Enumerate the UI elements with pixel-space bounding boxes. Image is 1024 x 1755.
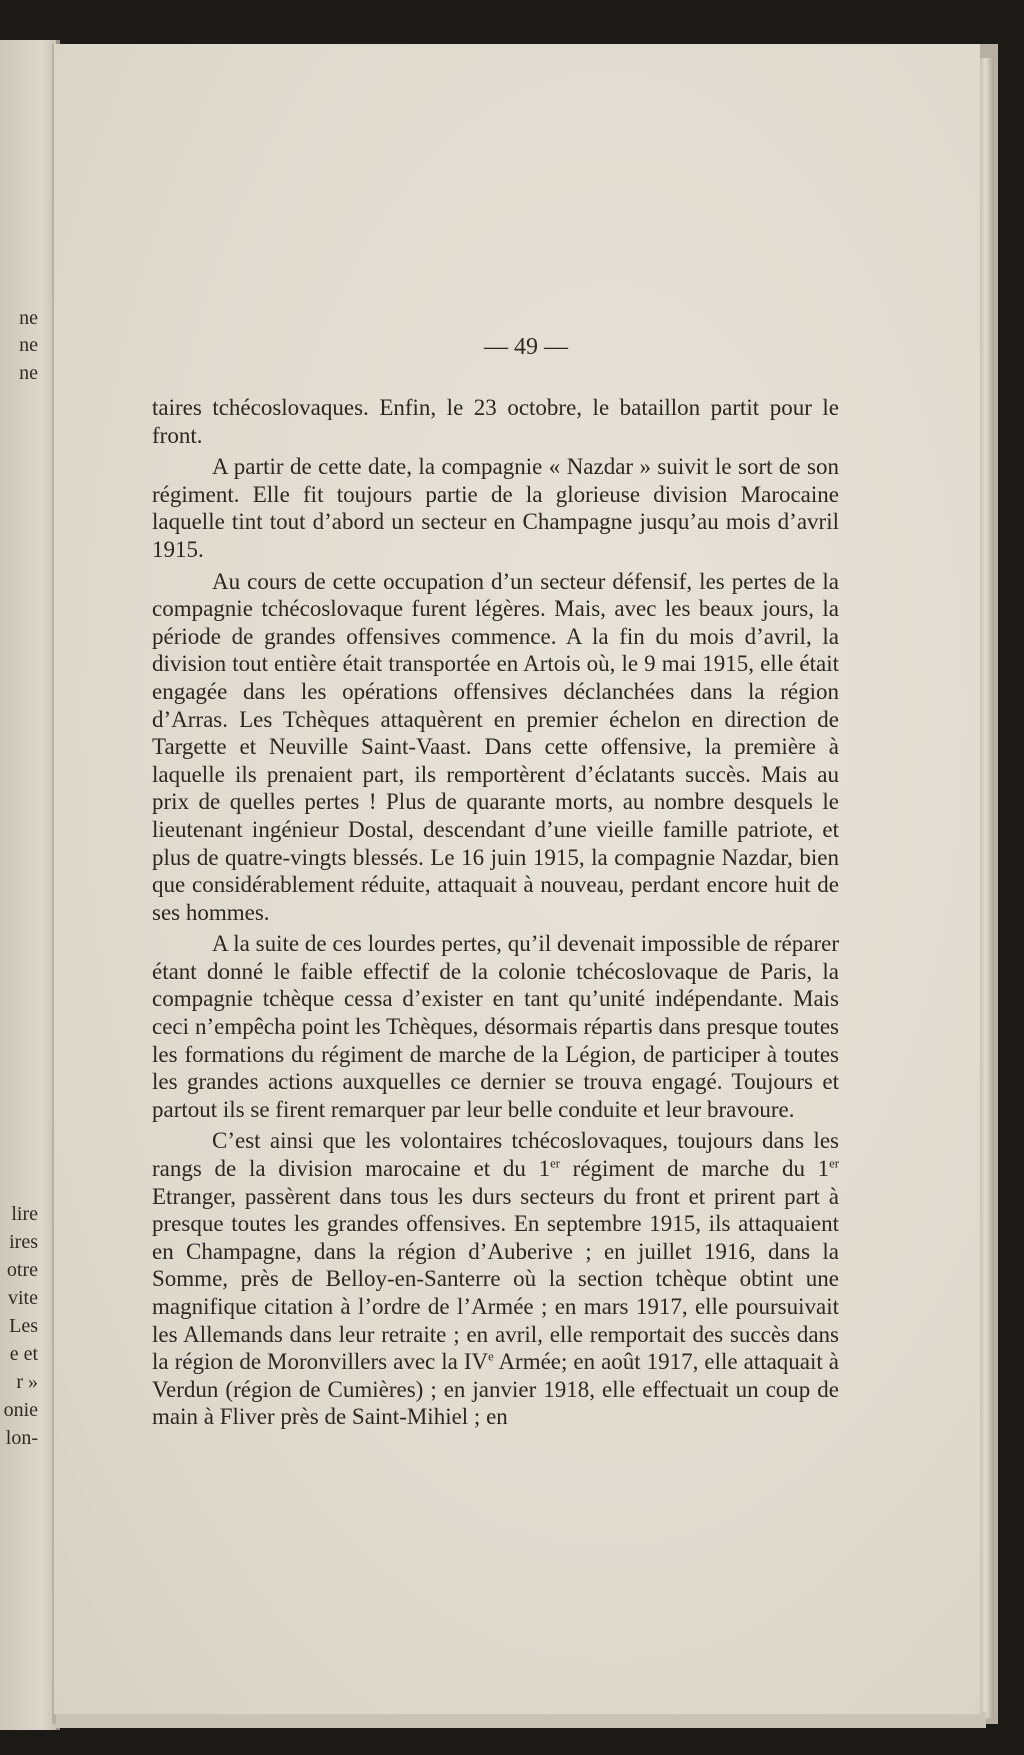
page-bottom-edge [56, 1712, 986, 1728]
page-number: — 49 — [484, 334, 568, 360]
left-page-fragment: Les [9, 1315, 38, 1337]
left-page-fragment: r » [16, 1371, 38, 1393]
left-page-fragment: e et [9, 1343, 38, 1365]
paragraph-5 [152, 1127, 839, 1431]
body-text [152, 394, 839, 1431]
paragraph-1 [152, 394, 839, 449]
left-page-fragment: ne [19, 362, 38, 384]
paragraph-2 [152, 453, 839, 563]
left-page-fragment: lire [11, 1203, 38, 1225]
paragraph-text: C’est ainsi que les volontaires tchécoslovaques, toujours dans les rangs de la division marocaine et du 1 [152, 1128, 839, 1182]
paragraph-text: régiment de marche du 1 [559, 1156, 830, 1182]
paragraph-text: A la suite de ces lourdes pertes, qu’il devenait impossible de réparer étant donné le faible effectif de la colonie tchécoslovaque de Paris, la compagnie tchèque cessa d’exister en tant qu’unité indépendante. Mais ceci n’empêcha point les Tchèques, désormais répartis dans presque toutes les formations du régiment de marche de la Légion, de participer à toutes les grandes actions auxquelles ce dernier se trouva engagé. Toujours et partout ils se firent remarquer par leur belle conduite et leur bravoure. [152, 931, 839, 1122]
page-stack-edge [980, 58, 994, 1718]
paragraph-text: taires tchécoslovaques. Enfin, le 23 octobre, le bataillon partit pour le front. [152, 395, 839, 448]
left-page-fragment: lon- [5, 1427, 38, 1449]
paragraph-text: Etranger, passèrent dans tous les durs secteurs du front et prirent part à presque toutes les grandes offensives. En septembre 1915, ils attaquaient en Champagne, dans la région d’Auberive ; en juillet 1916, dans la Somme, près de Belloy-en-Santerre où la section tchèque obtint une magnifique citation à l’ordre de l’Armée ; en mars 1917, elle poursuivait les Allemands dans leur retraite ; en avril, elle remportait des succès dans la région de Moronvillers avec la IV [152, 1183, 839, 1375]
left-page-margin [0, 40, 60, 1730]
paragraph-text: A partir de cette date, la compagnie « Nazdar » suivit le sort de son régiment. Elle fit toujours partie de la glorieuse division Marocaine laquelle tint tout d’abord un secteur en Champagne jusqu’au mois d’avril 1915. [152, 454, 839, 562]
left-page-fragment: onie [3, 1399, 38, 1421]
ordinal-superscript: er [829, 1156, 839, 1171]
left-page-fragment: ne [19, 334, 38, 356]
paragraph-4 [152, 930, 839, 1123]
left-page-fragment: vite [8, 1287, 38, 1309]
left-page-fragment: otre [6, 1259, 38, 1281]
ordinal-superscript: e [488, 1349, 494, 1364]
ordinal-superscript: er [550, 1156, 560, 1171]
book-page [54, 44, 980, 1714]
paragraph-text: Armée; en août 1917, elle attaquait à Verdun (région de Cumières) ; en janvier 1918, elle effectuait un coup de main à Fliver près de Saint-Mihiel ; en [152, 1349, 839, 1430]
paragraph-3 [152, 568, 839, 927]
left-page-fragment: ne [19, 307, 38, 329]
paragraph-text: Au cours de cette occupation d’un secteur défensif, les pertes de la compagnie tchécoslovaque furent légères. Mais, avec les beaux jours, la période de grandes offensives commence. A la fin du mois d’avril, la division tout entière était transportée en Artois où, le 9 mai 1915, elle était engagée dans les opérations offensives déclanchées dans la région d’Arras. Les Tchèques attaquèrent en premier échelon en direction de Targette et Neuville Saint-Vaast. Dans cette offensive, la première à laquelle ils prenaient part, ils remportèrent d’éclatants succès. Mais au prix de quelles pertes ! Plus de quarante morts, au nombre desquels le lieutenant ingénieur Dostal, descendant d’une vieille famille patriote, et plus de quatre-vingts blessés. Le 16 juin 1915, la compagnie Nazdar, bien que considérablement réduite, attaquait à nouveau, perdant encore huit de ses hommes. [152, 568, 839, 925]
left-page-fragment: ires [9, 1231, 38, 1253]
